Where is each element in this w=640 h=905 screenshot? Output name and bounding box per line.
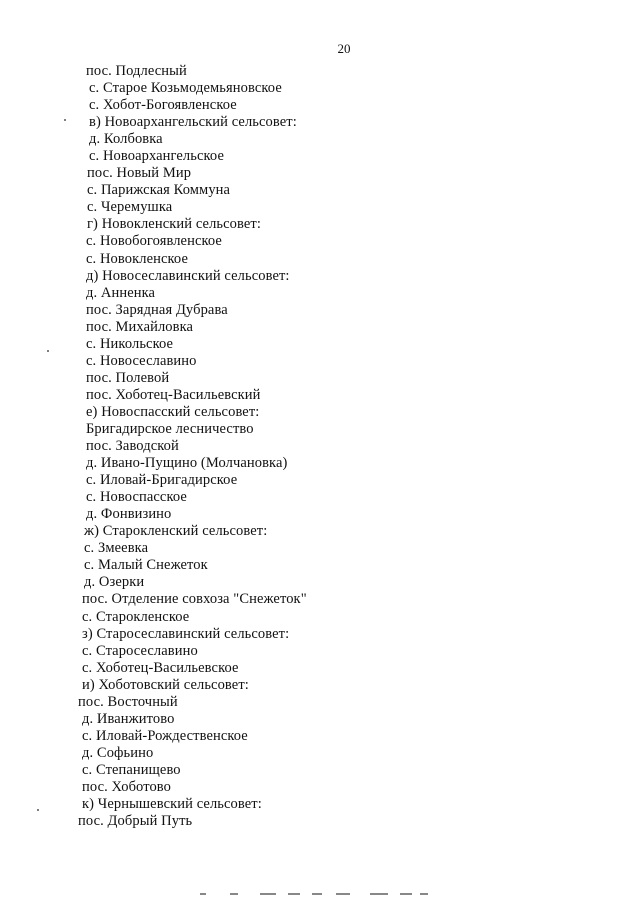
section-heading: г) Новокленский сельсовет: <box>87 216 261 233</box>
section-heading: з) Старосеславинский сельсовет: <box>82 625 290 642</box>
list-line: пос. Отделение совхоза "Снежеток" <box>82 591 307 608</box>
list-line: пос. Новый Мир <box>87 165 192 182</box>
scan-speck <box>37 809 39 811</box>
list-line: с. Змеевка <box>84 540 149 557</box>
section-heading: и) Хоботовский сельсовет: <box>82 676 249 693</box>
list-line: с. Иловай-Рождественское <box>82 727 248 744</box>
list-line: пос. Заводской <box>86 438 179 455</box>
list-line: д. Ивано-Пущино (Молчановка) <box>86 455 288 472</box>
list-line: д. Иванжитово <box>82 710 175 727</box>
list-line: с. Никольское <box>86 335 174 352</box>
scan-edge-artifact <box>200 893 430 899</box>
section-heading: ж) Старокленский сельсовет: <box>84 523 268 540</box>
list-line: с. Новоархангельское <box>89 148 224 165</box>
list-line: с. Новокленское <box>86 250 188 267</box>
list-line: с. Старосеславино <box>82 642 198 659</box>
list-line: с. Новобогоявленское <box>86 233 222 250</box>
list-line: д. Озерки <box>84 574 145 591</box>
list-line: с. Хоботец-Васильевское <box>82 659 239 676</box>
list-line: д. Фонвизино <box>86 506 172 523</box>
settlement-list <box>78 63 307 830</box>
list-line: с. Черемушка <box>87 199 173 216</box>
list-line: пос. Хоботово <box>82 778 171 795</box>
list-line: с. Хобот-Богоявленское <box>89 97 237 114</box>
section-heading: в) Новоархангельский сельсовет: <box>89 114 297 131</box>
list-line: с. Новосеславино <box>86 352 197 369</box>
list-line: с. Степанищево <box>82 761 181 778</box>
page-number: 20 <box>337 41 351 56</box>
list-line: пос. Зарядная Дубрава <box>86 301 228 318</box>
list-line: пос. Полевой <box>86 369 170 386</box>
list-line: пос. Восточный <box>78 693 178 710</box>
list-line: пос. Добрый Путь <box>78 813 193 830</box>
list-line: с. Иловай-Бригадирское <box>86 472 238 489</box>
scan-speck <box>47 350 49 352</box>
scan-speck <box>64 119 66 121</box>
list-line: д. Анненка <box>86 284 156 301</box>
list-line: с. Парижская Коммуна <box>87 182 231 199</box>
list-line: пос. Хоботец-Васильевский <box>86 386 261 403</box>
list-line: с. Старое Козьмодемьяновское <box>89 80 282 97</box>
list-line: Бригадирское лесничество <box>86 420 254 437</box>
list-line: д. Колбовка <box>89 131 163 148</box>
list-line: пос. Подлесный <box>86 63 187 79</box>
list-line: с. Старокленское <box>82 608 190 625</box>
list-line: д. Софьино <box>82 744 154 761</box>
section-heading: к) Чернышевский сельсовет: <box>82 796 262 813</box>
list-line: с. Новоспасское <box>86 489 187 506</box>
section-heading: е) Новоспасский сельсовет: <box>86 403 260 420</box>
list-line: с. Малый Снежеток <box>84 557 208 574</box>
section-heading: д) Новосеславинский сельсовет: <box>86 267 290 284</box>
list-line: пос. Михайловка <box>86 318 194 335</box>
